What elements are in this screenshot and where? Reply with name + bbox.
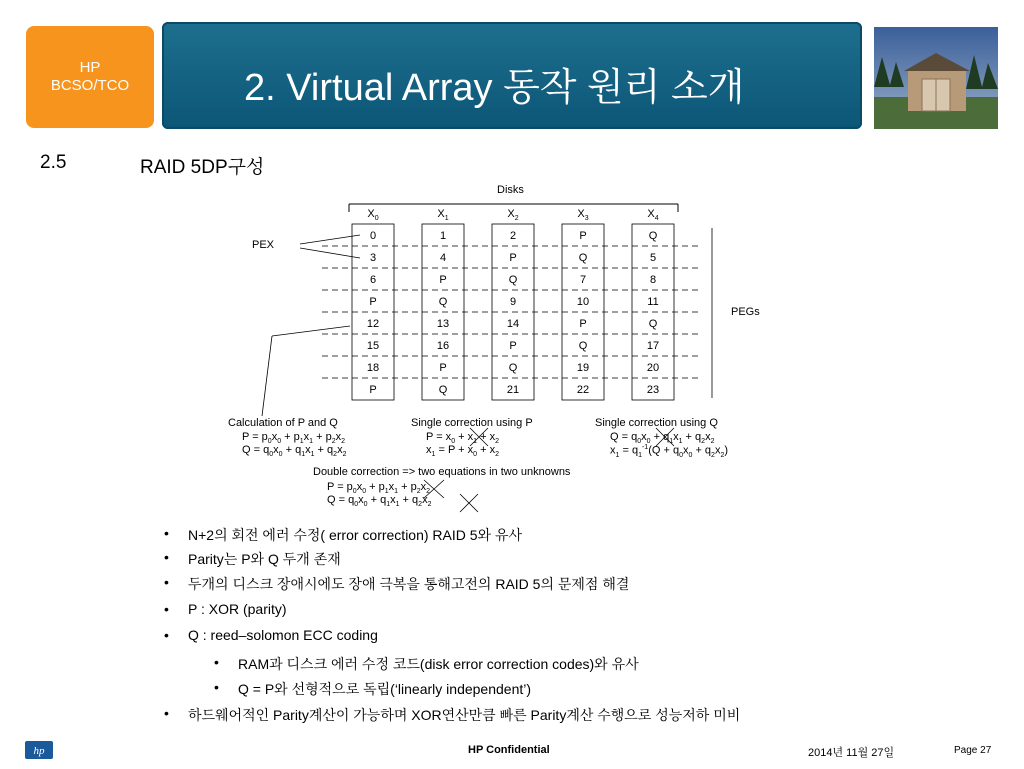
table-cell: 14 — [506, 318, 520, 330]
column-header: $X_0$ — [367, 208, 379, 223]
single-p-title: Single correction using P — [411, 417, 533, 429]
single-q-eq1: $Q = q_0x_0 + q_1x_1 + q_2x_2$ — [610, 431, 715, 446]
table-cell: 0 — [369, 230, 377, 242]
disks-label: Disks — [497, 184, 524, 196]
double-eq-q: $Q = q_0x_0 + q_1x_1 + q_2x_2$ — [327, 494, 432, 509]
calc-title: Calculation of P and Q — [228, 417, 338, 429]
bullet-item: • Q : reed–solomon ECC coding — [164, 627, 378, 643]
table-cell: Q — [648, 318, 658, 330]
table-cell: 19 — [576, 362, 590, 374]
bullet-item: • Parity는 P와 Q 두개 존재 — [164, 549, 341, 567]
double-eq-p: $P = p_0x_0 + p_1x_1 + p_2x_2$ — [327, 481, 431, 496]
table-cell: Q — [438, 296, 448, 308]
table-cell: Q — [508, 362, 518, 374]
column-header: $X_2$ — [507, 208, 519, 223]
single-p-eq1: $P = x_0 + x_1 + x_2$ — [426, 431, 499, 446]
table-cell: 23 — [646, 384, 660, 396]
table-cell: 12 — [366, 318, 380, 330]
table-cell: Q — [648, 230, 658, 242]
table-cell: 3 — [369, 252, 377, 264]
table-cell: Q — [578, 252, 588, 264]
table-cell: P — [439, 362, 447, 374]
section-number: 2.5 — [40, 152, 67, 173]
table-cell: 6 — [369, 274, 377, 286]
table-cell: 16 — [436, 340, 450, 352]
table-cell: Q — [438, 384, 448, 396]
double-title: Double correction => two equations in two unknowns — [313, 466, 571, 478]
table-cell: P — [369, 384, 377, 396]
footer-page-number: Page 27 — [954, 745, 992, 756]
footer-date: 2014년 11월 27일 — [808, 747, 895, 759]
table-cell: 15 — [366, 340, 380, 352]
bullet-item: • 하드웨어적인 Parity계산이 가능하며 XOR연산만큼 빠른 Parity계산 수행으로 성능저하 미비 — [164, 705, 741, 723]
table-cell: P — [579, 318, 587, 330]
hp-logo-icon — [24, 740, 54, 760]
table-cell: 9 — [509, 296, 517, 308]
table-cell: P — [509, 252, 517, 264]
table-cell: 8 — [649, 274, 657, 286]
column-header: $X_4$ — [647, 208, 659, 223]
slide-title: 2. Virtual Array 동작 원리 소개 — [244, 67, 745, 109]
table-cell: 2 — [509, 230, 517, 242]
footer-confidential: HP Confidential — [468, 744, 550, 756]
pegs-label: PEGs — [731, 306, 760, 318]
bullet-item: • N+2의 회전 에러 수정( error correction) RAID 5와 유사 — [164, 525, 523, 543]
table-cell: 7 — [579, 274, 587, 286]
table-cell: 13 — [436, 318, 450, 330]
sub-bullet-item: • RAM과 디스크 에러 수정 코드(disk error correction codes)와 유사 — [214, 654, 639, 672]
table-cell: 18 — [366, 362, 380, 374]
calc-eq-p: $P = p_0x_0 + p_1x_1 + p_2x_2$ — [242, 431, 346, 446]
org-label: HP BCSO/TCO — [50, 59, 130, 94]
table-cell: 11 — [647, 296, 659, 308]
table-cell: 22 — [576, 384, 590, 396]
single-q-eq2: $x_1 = q_1^{-1}(Q + q_0x_0 + q_2x_2)$ — [610, 444, 729, 459]
sub-bullet-item: • Q = P와 선형적으로 독립(‘linearly independent’) — [214, 679, 532, 697]
table-cell: P — [579, 230, 587, 242]
bullet-item: • 두개의 디스크 장애시에도 장애 극복을 통해고전의 RAID 5의 문제점 해결 — [164, 574, 630, 592]
hp-logo-text: hp — [33, 745, 45, 757]
column-header: $X_1$ — [437, 208, 449, 223]
single-q-title: Single correction using Q — [595, 417, 718, 429]
table-cell: Q — [508, 274, 518, 286]
bullet-item: • P : XOR (parity) — [164, 601, 287, 617]
pex-label: PEX — [252, 239, 275, 251]
table-cell: Q — [578, 340, 588, 352]
table-cell: 21 — [506, 384, 520, 396]
table-cell: P — [439, 274, 447, 286]
table-cell: 1 — [439, 230, 447, 242]
calc-eq-q: $Q = q_0x_0 + q_1x_1 + q_2x_2$ — [242, 444, 347, 459]
section-title: RAID 5DP구성 — [140, 157, 265, 178]
table-cell: 4 — [439, 252, 447, 264]
table-cell: 5 — [649, 252, 657, 264]
table-cell: P — [509, 340, 517, 352]
table-cell: P — [369, 296, 377, 308]
column-header: $X_3$ — [577, 208, 589, 223]
single-p-eq2: $x_1 = P + x_0 + x_2$ — [426, 444, 499, 459]
table-cell: 17 — [646, 340, 660, 352]
table-cell: 10 — [576, 296, 590, 308]
table-cell: 20 — [646, 362, 660, 374]
